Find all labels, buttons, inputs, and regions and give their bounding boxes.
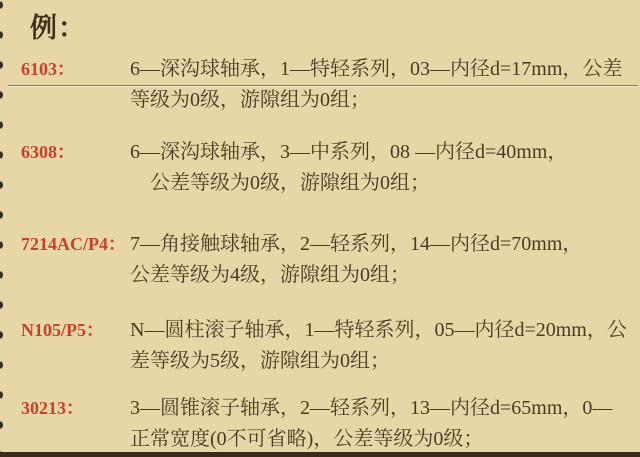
bearing-code-label: 30213： — [21, 398, 84, 418]
bearing-code-label: 6308： — [21, 142, 75, 162]
description-line: 正常宽度(0不可省略)，公差等级为0级； — [130, 428, 484, 450]
bottom-bar — [0, 452, 640, 457]
description-line: 公差等级为0级，游隙组为0组； — [130, 172, 430, 194]
bearing-description — [130, 393, 640, 455]
description-line: 7—角接触球轴承，2—轻系列，14—内径d=70mm， — [130, 233, 583, 255]
example-row-n105p5 — [0, 315, 640, 377]
bearing-description — [130, 315, 640, 377]
description-line: 等级为0级，游隙组为0组； — [130, 89, 370, 111]
description-line: 3—圆锥滚子轴承，2—轻系列，13—内径d=65mm，0— — [130, 397, 613, 419]
description-line: 差等级为5级，游隙组为0组； — [130, 350, 390, 372]
bearing-code-label: 7214AC/P4： — [21, 234, 126, 254]
example-row-30213 — [0, 393, 640, 455]
example-row-6308 — [0, 137, 640, 199]
bearing-code-label: N105/P5： — [21, 320, 104, 340]
description-line: 6—深沟球轴承，1—特轻系列，03—内径d=17mm，公差 — [130, 58, 623, 80]
bearing-code-label: 6103： — [21, 59, 75, 79]
description-line: N—圆柱滚子轴承，1—特轻系列，05—内径d=20mm，公 — [130, 319, 627, 341]
slide-title: 例： — [30, 13, 86, 43]
bearing-description — [130, 229, 640, 291]
description-line: 公差等级为4级，游隙组为0组； — [130, 264, 410, 286]
divider-line — [8, 85, 638, 87]
description-line: 6—深沟球轴承，3—中系列，08 —内径d=40mm， — [130, 141, 568, 163]
example-row-7214acp4 — [0, 229, 640, 291]
bearing-description — [130, 137, 640, 199]
